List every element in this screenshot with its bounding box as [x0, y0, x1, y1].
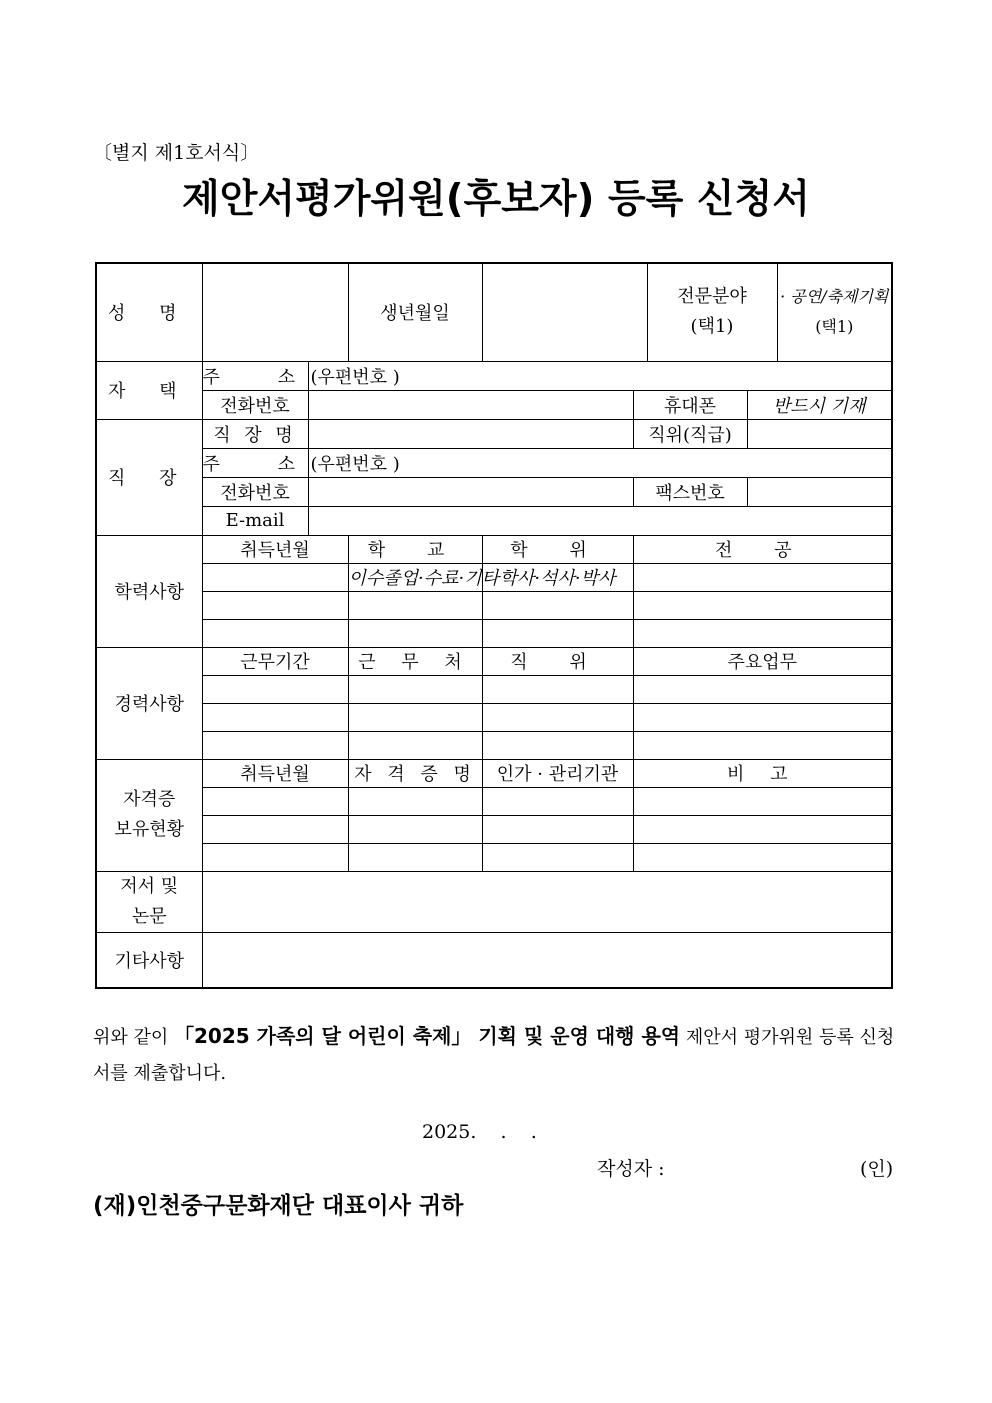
career-label: 경력사항	[96, 647, 202, 759]
name-label: 성 명	[96, 263, 202, 361]
name-input[interactable]	[202, 263, 348, 361]
cert-name-input[interactable]	[348, 843, 482, 871]
recipient: (재)인천중구문화재단 대표이사 귀하	[93, 1193, 464, 1219]
fax-label: 팩스번호	[633, 477, 747, 506]
edu-header-date: 취득년월	[202, 535, 348, 563]
project-name: 「2025 가족의 달 어린이 축제」 기획 및 운영 대행 용역	[174, 1024, 681, 1048]
cert-header-remarks: 비 고	[633, 759, 892, 787]
field-option-cell[interactable]	[777, 263, 892, 361]
cert-label	[96, 759, 202, 871]
form-number-label: 〔별지 제1호서식〕	[93, 142, 260, 164]
position-label: 직위(직급)	[633, 419, 747, 448]
home-phone-input[interactable]	[308, 390, 633, 419]
email-label: E-mail	[202, 506, 308, 535]
career-header-workplace: 근 무 처	[348, 647, 482, 675]
work-address-label: 주 소	[202, 448, 308, 477]
submission-date: 2025. . .	[422, 1121, 537, 1143]
career-header-period: 근무기간	[202, 647, 348, 675]
cert-name-input[interactable]	[348, 787, 482, 815]
cert-date-input[interactable]	[202, 787, 348, 815]
cert-name-input[interactable]	[348, 815, 482, 843]
edu-header-school: 학 교	[348, 535, 482, 563]
workplace-label: 직 장 명	[202, 419, 308, 448]
career-header-position: 직 위	[482, 647, 633, 675]
declaration-prefix: 위와 같이	[93, 1027, 174, 1048]
career-position-input[interactable]	[482, 731, 633, 759]
work-phone-input[interactable]	[308, 477, 633, 506]
mobile-label: 휴대폰	[633, 390, 747, 419]
career-workplace-input[interactable]	[348, 675, 482, 703]
cert-header-name: 자 격 증 명	[348, 759, 482, 787]
edu-header-major: 전 공	[633, 535, 892, 563]
cert-remarks-input[interactable]	[633, 787, 892, 815]
home-address-label: 주 소	[202, 361, 308, 390]
edu-header-degree: 학 위	[482, 535, 633, 563]
career-position-input[interactable]	[482, 675, 633, 703]
edu-major-input[interactable]	[633, 619, 892, 647]
papers-input[interactable]	[202, 871, 892, 932]
cert-date-input[interactable]	[202, 815, 348, 843]
papers-label	[96, 871, 202, 932]
cert-remarks-input[interactable]	[633, 815, 892, 843]
writer-label: 작성자 :	[597, 1158, 665, 1180]
edu-date-input[interactable]	[202, 591, 348, 619]
field-select-note: (택1)	[690, 316, 734, 338]
papers-label-line1: 저서 및	[120, 875, 179, 897]
cert-header-date: 취득년월	[202, 759, 348, 787]
cert-label-line1: 자격증	[123, 789, 176, 810]
education-label: 학력사항	[96, 535, 202, 647]
position-input[interactable]	[747, 419, 892, 448]
home-phone-label: 전화번호	[202, 390, 308, 419]
workplace-input[interactable]	[308, 419, 633, 448]
fax-input[interactable]	[747, 477, 892, 506]
career-header-duties: 주요업무	[633, 647, 892, 675]
papers-label-line2: 논문	[131, 905, 167, 927]
career-period-input[interactable]	[202, 703, 348, 731]
other-label: 기타사항	[96, 932, 202, 988]
cert-header-authority: 인가 · 관리기관	[482, 759, 633, 787]
home-label: 자 택	[96, 361, 202, 419]
mobile-input[interactable]: 반드시 기재	[747, 390, 892, 419]
career-position-input[interactable]	[482, 703, 633, 731]
edu-major-input[interactable]	[633, 563, 892, 591]
work-label: 직 장	[96, 419, 202, 535]
seal-mark: (인)	[860, 1158, 894, 1180]
edu-degree-hint[interactable]: 학사·석사·박사	[482, 563, 633, 591]
edu-date-input[interactable]	[202, 563, 348, 591]
declaration-statement	[93, 1018, 903, 1092]
field-option: · 공연/축제기획	[780, 287, 889, 307]
form-title: 제안서평가위원(후보자) 등록 신청서	[182, 177, 810, 222]
career-duties-input[interactable]	[633, 675, 892, 703]
home-address-input[interactable]: (우편번호 )	[308, 361, 892, 390]
edu-school-input[interactable]	[348, 591, 482, 619]
edu-school-input[interactable]	[348, 619, 482, 647]
field-label	[647, 263, 777, 361]
cert-authority-input[interactable]	[482, 843, 633, 871]
cert-date-input[interactable]	[202, 843, 348, 871]
application-table	[95, 262, 893, 989]
declaration-suffix: 제안서 평가위원 등록 신청서를 제출합니다.	[93, 1027, 895, 1084]
other-input[interactable]	[202, 932, 892, 988]
cert-label-line2: 보유현황	[114, 819, 185, 840]
work-phone-label: 전화번호	[202, 477, 308, 506]
field-option-note: (택1)	[815, 317, 854, 337]
cert-remarks-input[interactable]	[633, 843, 892, 871]
field-label-text: 전문분야	[677, 286, 747, 308]
career-workplace-input[interactable]	[348, 731, 482, 759]
cert-authority-input[interactable]	[482, 787, 633, 815]
edu-school-hint[interactable]: 이수졸업·수료·기타	[348, 563, 482, 591]
birth-label: 생년월일	[348, 263, 482, 361]
work-address-input[interactable]: (우편번호 )	[308, 448, 892, 477]
career-duties-input[interactable]	[633, 731, 892, 759]
career-period-input[interactable]	[202, 731, 348, 759]
edu-major-input[interactable]	[633, 591, 892, 619]
edu-degree-input[interactable]	[482, 619, 633, 647]
career-period-input[interactable]	[202, 675, 348, 703]
cert-authority-input[interactable]	[482, 815, 633, 843]
career-workplace-input[interactable]	[348, 703, 482, 731]
edu-degree-input[interactable]	[482, 591, 633, 619]
email-input[interactable]	[308, 506, 892, 535]
edu-date-input[interactable]	[202, 619, 348, 647]
career-duties-input[interactable]	[633, 703, 892, 731]
birth-input[interactable]	[482, 263, 647, 361]
